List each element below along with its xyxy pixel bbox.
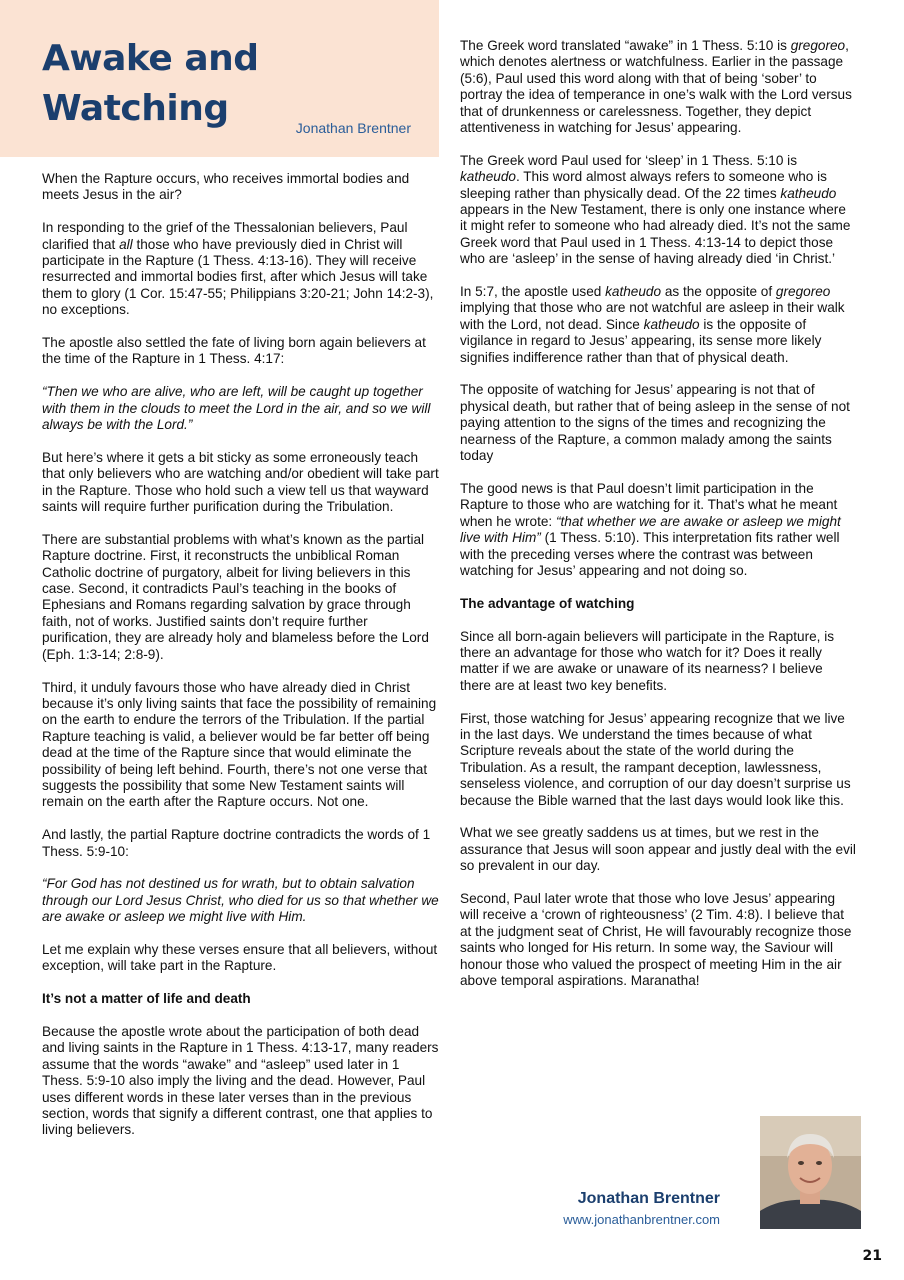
title-banner bbox=[0, 0, 439, 157]
paragraph: First, those watching for Jesus’ appearing recognize that we live in the last days. We understand the times because of what Scripture reveals about the state of the world during the Tribulation. As a result, the rampant deception, lawlessness, senseless violence, and corruption of our day doesn’t surprise us because the Bible warned that the last days would look like this. bbox=[460, 710, 851, 808]
paragraph: But here’s where it gets a bit sticky as some erroneously teach that only believers who are watching and/or obedient will take part in the Rapture. Those who hold such a view tell us that wayward saints will require further purification during the Tribulation. bbox=[42, 449, 439, 515]
scripture-quote: “Then we who are alive, who are left, will be caught up together with them in the clouds to meet the Lord in the air, and so we will always be with the Lord.” bbox=[42, 384, 431, 433]
paragraph: In 5:7, the apostle used katheudo as the opposite of gregoreo implying that those who are not watchful are asleep in their walk with the Lord, not dead. Since katheudo is the opposite of vigilance in regard to Jesus’ appearing, its sense more likely signifies indifference rather than that of physical death. bbox=[460, 284, 845, 365]
paragraph: The opposite of watching for Jesus’ appearing is not that of physical death, but rather that of being asleep in the sense of not paying attention to the signs of the times and recognizing the nearness of the Rapture, a common malady among the saints today bbox=[460, 382, 850, 464]
left-column bbox=[42, 171, 439, 1155]
right-column bbox=[460, 38, 856, 1006]
section-heading: The advantage of watching bbox=[460, 595, 635, 611]
author-website-link[interactable]: www.jonathanbrentner.com bbox=[563, 1212, 720, 1227]
paragraph: Let me explain why these verses ensure that all believers, without exception, will take part in the Rapture. bbox=[42, 941, 438, 974]
title-line-2: Watching bbox=[42, 88, 229, 129]
paragraph: Second, Paul later wrote that those who love Jesus’ appearing will receive a ‘crown of righteousness’ (2 Tim. 4:8). I believe that at the judgment seat of Christ, He will favourably recognize those saints who longed for His return. In some way, the Saviour will honour those who valued the prospect of meeting Him in the air above temporal aspirations. Maranatha! bbox=[460, 890, 852, 989]
paragraph: Because the apostle wrote about the participation of both dead and living saints in the Rapture in 1 Thess. 4:13-17, many readers assume that the words “awake” and “asleep” used later in 1 Thess. 5:9-10 also imply the living and the dead. However, Paul uses different words in these later verses than in the previous section, words that signify a different contrast, one that applies to living believers. bbox=[42, 1023, 439, 1138]
title-line-1: Awake and bbox=[42, 38, 259, 79]
paragraph: The good news is that Paul doesn’t limit participation in the Rapture to those who are watching for it. That’s what he meant when he wrote: “that whether we are awake or asleep we might live with Him” (1 Thess. 5:10). This interpretation fits rather well with the preceding verses where the contrast was between watching for Jesus’ appearing and not doing so. bbox=[460, 480, 841, 578]
author-name: Jonathan Brentner bbox=[577, 1190, 720, 1207]
paragraph: In responding to the grief of the Thessalonian believers, Paul clarified that all those who have previously died in Christ will participate in the Rapture (1 Thess. 4:13-16). They will receive resurrected and immortal bodies first, after which Jesus will take them to glory (1 Cor. 15:47-55; Philippians 3:20-21; John 14:2-3), no exceptions. bbox=[42, 220, 434, 318]
paragraph: Third, it unduly favours those who have already died in Christ because it’s only living saints that face the possibility of remaining on the earth to endure the terrors of the Tribulation. If the partial Rapture teaching is valid, a believer would be far better off being dead at the time of the Rapture since that would eliminate the possibility of being left behind. Fourth, there’s not one verse that suggests the possibility that some New Testament saints will remain on the earth after the Rapture occurs. Not one. bbox=[42, 679, 437, 810]
page-number: 21 bbox=[862, 1248, 882, 1264]
author-signature bbox=[520, 1189, 720, 1229]
section-heading: It’s not a matter of life and death bbox=[42, 991, 251, 1007]
article-title bbox=[42, 34, 259, 134]
paragraph: When the Rapture occurs, who receives immortal bodies and meets Jesus in the air? bbox=[42, 171, 410, 203]
paragraph: What we see greatly saddens us at times, but we rest in the assurance that Jesus will soon appear and justly deal with the evil so prevalent in our day. bbox=[460, 825, 856, 874]
author-byline: Jonathan Brentner bbox=[295, 120, 411, 136]
author-photo bbox=[760, 1116, 861, 1229]
paragraph: There are substantial problems with what’s known as the partial Rapture doctrine. First, it reconstructs the unbiblical Roman Catholic doctrine of purgatory, albeit for living believers in this case. Second, it contradicts Paul’s teaching in the books of Ephesians and Romans regarding salvation by grace through faith, not of works. Justified saints don’t require further purification, they are already holy and blameless before the Lord (Eph. 1:3-14; 2:8-9). bbox=[42, 531, 429, 662]
paragraph: The Greek word translated “awake” in 1 Thess. 5:10 is gregoreo, which denotes alertness or watchfulness. Earlier in the passage (5:6), Paul used this word along with that of being ‘sober’ to portray the idea of temperance in one’s walk with the Lord versus that of drunkenness or carelessness. Together, they depict attentiveness in watching for Jesus’ appearing. bbox=[460, 38, 852, 136]
paragraph: Since all born-again believers will participate in the Rapture, is there an advantage for those who watch for it? Does it really matter if we are awake or unaware of its nearness? I believe there are at least two key benefits. bbox=[460, 628, 835, 693]
paragraph: The apostle also settled the fate of living born again believers at the time of the Rapture in 1 Thess. 4:17: bbox=[42, 335, 426, 367]
paragraph: The Greek word Paul used for ‘sleep’ in 1 Thess. 5:10 is katheudo. This word almost always refers to someone who is sleeping rather than physically dead. Of the 22 times katheudo appears in the New Testament, there is only one instance where it might refer to someone who had already died. It’s not the same Greek word that Paul used in 1 Thess. 4:13-14 to depict those who are ‘asleep’ in the sense of having already died ‘in Christ.’ bbox=[460, 152, 851, 267]
paragraph: And lastly, the partial Rapture doctrine contradicts the words of 1 Thess. 5:9-10: bbox=[42, 827, 431, 859]
scripture-quote: “For God has not destined us for wrath, but to obtain salvation through our Lord Jesus Christ, who died for us so that whether we are awake or asleep we might live with Him. bbox=[42, 876, 439, 925]
